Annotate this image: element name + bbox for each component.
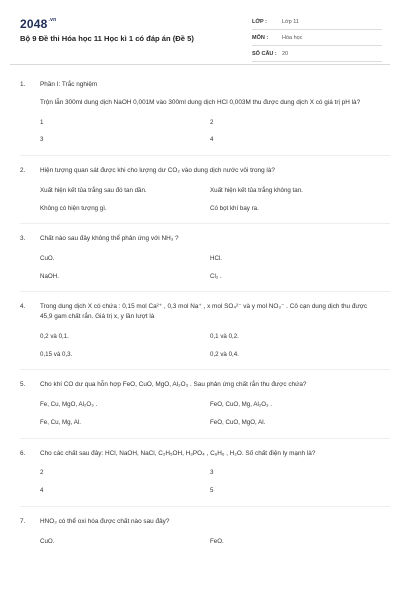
answer-options [40,118,380,145]
meta-value: 20 [282,50,289,57]
answer-option[interactable]: Cl₂ . [210,272,222,280]
answer-option[interactable]: Có bọt khí bay ra. [210,204,259,212]
answer-option[interactable]: 1 [40,118,44,126]
meta-label: SỐ CÂU : [252,50,277,57]
answer-option[interactable]: 3 [40,136,44,144]
question-text: Cho các chất sau đây: HCl, NaOH, NaCl, C₂H₅OH, H₃PO₄ , C₆H₆ , H₂O. Số chất điện ly mạnh là? [40,449,316,457]
answer-options [40,332,380,359]
answer-option[interactable]: FeO, CuO, MgO, Al. [210,418,266,426]
header-divider [10,64,390,65]
question-number: 5. [20,381,26,389]
document-title: Bộ 9 Đề thi Hóa học 11 Học kì 1 có đáp án (Đề 5) [20,34,194,43]
question-divider [20,438,390,439]
answer-option[interactable]: Fe, Cu, MgO, Al₂O₃ . [40,401,98,409]
document-meta [252,14,382,62]
meta-row-count [252,46,382,62]
answer-options [40,254,380,281]
answer-option[interactable]: 5 [210,487,214,495]
answer-option[interactable]: 3 [210,469,214,477]
meta-row-class [252,14,382,30]
answer-option[interactable]: Fe, Cu, Mg, Al. [40,418,81,426]
question-item [10,380,390,427]
section-heading: Phần I: Trắc nghiệm [40,81,98,88]
answer-option[interactable]: 0,15 và 0,3. [40,350,73,358]
question-text: Trong dung dịch X có chứa : 0,15 mol Ca²⁺ , 0,3 mol Na⁺ , x mol SO₄²⁻ và y mol NO₃⁻ . Cô cạn dung dịch thu được 45,9 gam chất rắn. Giá trị x, y lần lượt là [40,303,368,321]
answer-option[interactable]: FeO. [210,537,224,545]
page-header [0,0,400,62]
answer-option[interactable]: FeO, CuO, Mg, Al₂O₃ . [210,401,272,409]
question-text: Cho khí CO dư qua hỗn hợp FeO, CuO, MgO, Al₂O₃ . Sau phản ứng chất rắn thu được chứa? [40,381,307,389]
answer-option[interactable]: 2 [40,469,44,477]
site-logo[interactable]: $2048^{.vn}$ [20,17,57,31]
question-number: 7. [20,517,26,525]
answer-option[interactable]: CuO. [40,255,55,263]
question-divider [20,369,390,370]
answer-option[interactable]: 2 [210,118,214,126]
answer-options [40,400,380,427]
question-divider [20,155,390,156]
question-list [10,80,390,546]
question-item [10,302,390,359]
question-item [10,449,390,496]
question-number: 4. [20,303,26,311]
question-text: Chất nào sau đây không thể phản ứng với NH₃ ? [40,235,179,243]
question-text: Hiện tượng quan sát được khi cho lượng dư CO₂ vào dung dịch nước vôi trong là? [40,167,275,175]
question-item [10,517,390,547]
meta-value: Hóa học [282,34,303,41]
answer-options [40,186,380,213]
answer-option[interactable]: Xuất hiện kết tủa trắng sau đó tan dần. [40,186,147,194]
answer-option[interactable]: 0,2 và 0,1. [40,333,69,341]
answer-option[interactable]: CuO. [40,537,55,545]
question-number: 2. [20,167,26,175]
answer-option[interactable]: Không có hiện tượng gì. [40,204,107,212]
answer-option[interactable]: NaOH. [40,272,59,280]
question-item [10,98,390,145]
answer-option[interactable]: 4 [210,136,214,144]
answer-option[interactable]: 0,1 và 0,2. [210,333,239,341]
answer-option[interactable]: Xuất hiện kết tủa trắng không tan. [210,186,303,194]
question-text: HNO₃ có thể oxi hóa được chất nào sau đây? [40,517,170,525]
answer-option[interactable]: HCl. [210,255,223,263]
question-divider [20,291,390,292]
meta-label: MÔN : [252,34,269,41]
meta-label: LỚP : [252,18,267,25]
answer-option[interactable]: 4 [40,487,44,495]
question-item [10,80,390,90]
question-text: Trộn lẫn 300ml dung dịch NaOH 0,001M vào 300ml dung dịch HCl 0,003M thu được dung dịch X có giá trị pH là? [40,98,361,106]
question-item [10,234,390,281]
question-number: 1. [20,81,26,88]
question-number: 6. [20,449,26,457]
answer-options [40,468,380,495]
question-item [10,166,390,213]
question-number: 3. [20,235,26,243]
answer-option[interactable]: 0,2 và 0,4. [210,350,239,358]
question-divider [20,223,390,224]
meta-row-subject [252,30,382,46]
answer-options [40,537,380,547]
meta-value: Lớp 11 [282,18,299,25]
question-divider [20,506,390,507]
